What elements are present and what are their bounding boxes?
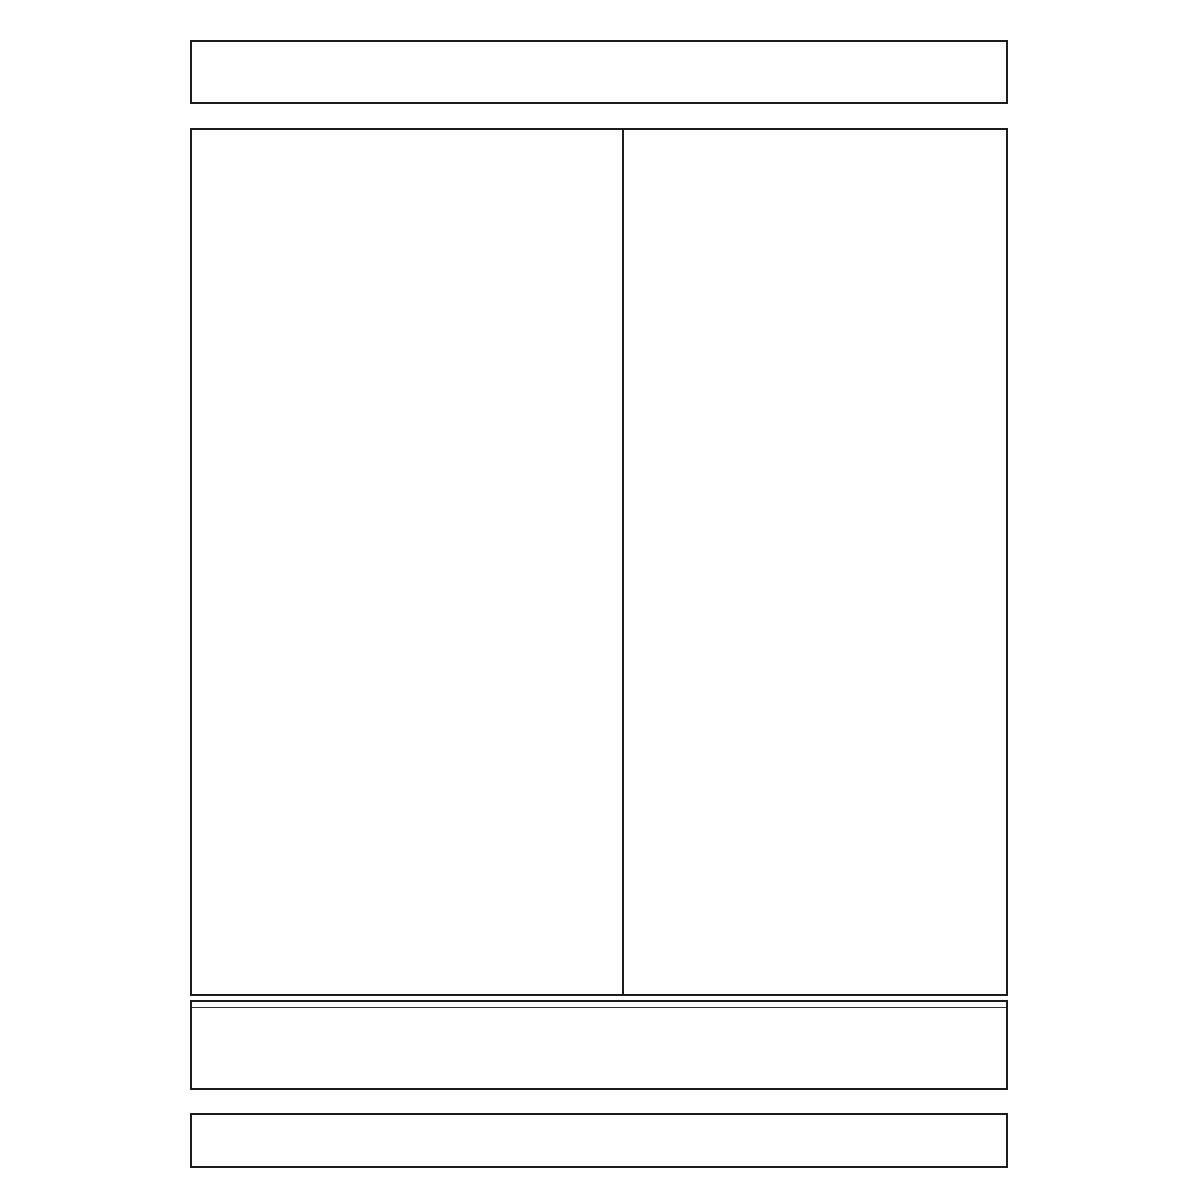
header-info-box — [190, 40, 1008, 104]
charts-pane — [624, 130, 1006, 994]
spectrum-data-label — [192, 1002, 1006, 1008]
summary-table — [192, 1115, 1006, 1122]
spectrum-data-box — [190, 1000, 1008, 1090]
summary-box — [190, 1113, 1008, 1168]
standards-pane — [192, 130, 624, 994]
main-content-box — [190, 128, 1008, 996]
